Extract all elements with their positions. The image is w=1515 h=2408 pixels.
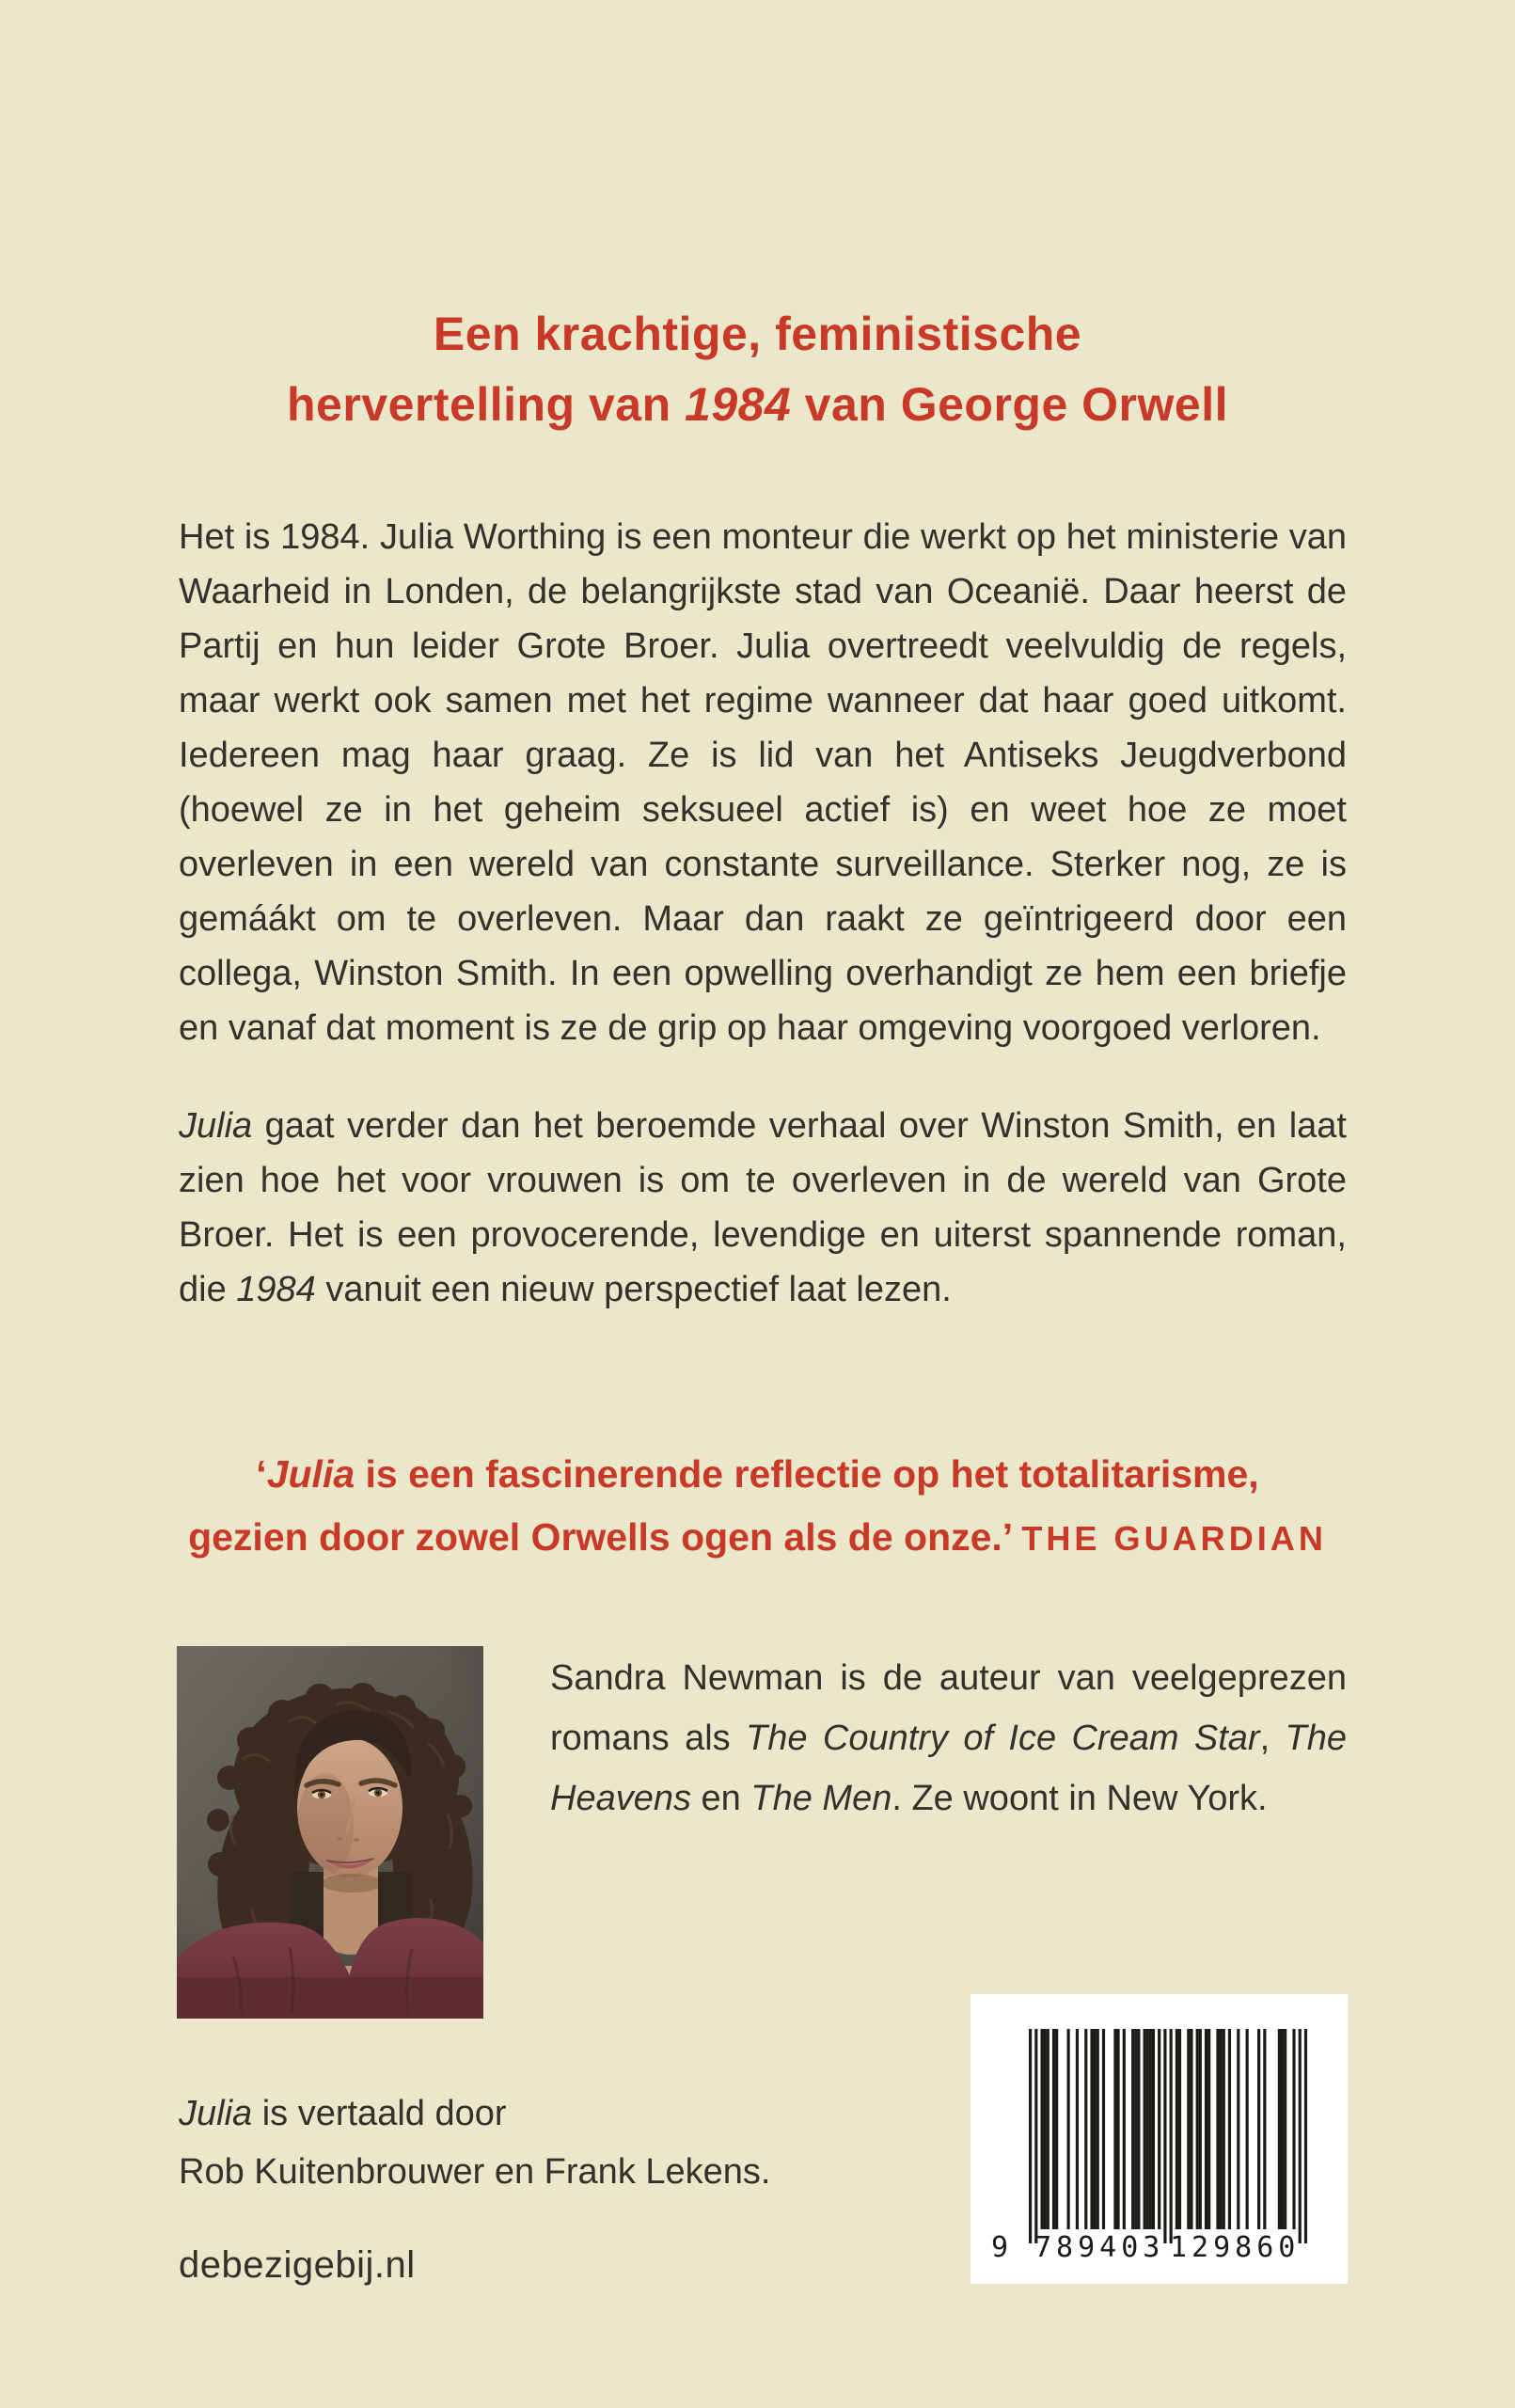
barcode-digit-lead: 9 <box>991 2231 1009 2264</box>
press-quote <box>0 1443 1515 1570</box>
author-photo <box>177 1646 483 2019</box>
author-portrait-illustration <box>177 1646 483 2019</box>
press-quote-line-2: gezien door zowel Orwells ogen als de onze.’ THE GUARDIAN <box>188 1515 1327 1559</box>
tagline-heading <box>0 299 1515 440</box>
publisher-website: debezigebij.nl <box>179 2244 416 2286</box>
synopsis <box>179 510 1347 1360</box>
author-bio: Sandra Newman is de auteur van veelgeprezen romans als The Country of Ice Cream Star, The Heavens en The Men. Ze woont in New York. <box>550 1658 1347 1818</box>
barcode-ean13 <box>971 1994 1348 2284</box>
synopsis-paragraph-2: Julia gaat verder dan het beroemde verhaal over Winston Smith, en laat zien hoe het voor vrouwen is om te overleven in de wereld van Grote Broer. Het is een provocerende, levendige en uiterst spannende roman, die 1984 vanuit een nieuw perspectief laat lezen. <box>179 1106 1347 1309</box>
translation-note <box>179 2084 1025 2201</box>
synopsis-paragraph-1: Het is 1984. Julia Worthing is een monteur die werkt op het ministerie van Waarheid in Londen, de belangrijkste stad van Oceanië. Daar heerst de Partij en hun leider Grote Broer. Julia overtreedt veelvuldig de regels, maar werkt ook samen met het regime wanneer dat haar goed uitkomt. Iedereen mag haar graag. Ze is lid van het Antiseks Jeugdverbond (hoewel ze in het geheim seksueel actief is) en weet hoe ze moet overleven in een wereld van constante surveillance. Sterker nog, ze is gemáákt om te overleven. Maar dan raakt ze geïntrigeerd door een collega, Winston Smith. In een opwelling overhandigt ze hem een briefje en vanaf dat moment is ze de grip op haar omgeving voorgoed verloren. <box>179 517 1347 1048</box>
tagline-line-1: Een krachtige, feministische <box>433 308 1082 360</box>
translation-note-line-1: Julia is vertaald door <box>179 2094 507 2133</box>
tagline-line-2: hervertelling van 1984 van George Orwell <box>287 378 1228 431</box>
barcode-digits-group1: 789403 <box>1034 2231 1165 2264</box>
press-quote-line-1: ‘Julia is een fascinerende reflectie op het totalitarisme, <box>256 1452 1259 1496</box>
translation-note-line-2: Rob Kuitenbrouwer en Frank Lekens. <box>179 2152 771 2192</box>
barcode-bars <box>1029 2029 1307 2243</box>
barcode-digits-group2: 129860 <box>1170 2231 1301 2264</box>
